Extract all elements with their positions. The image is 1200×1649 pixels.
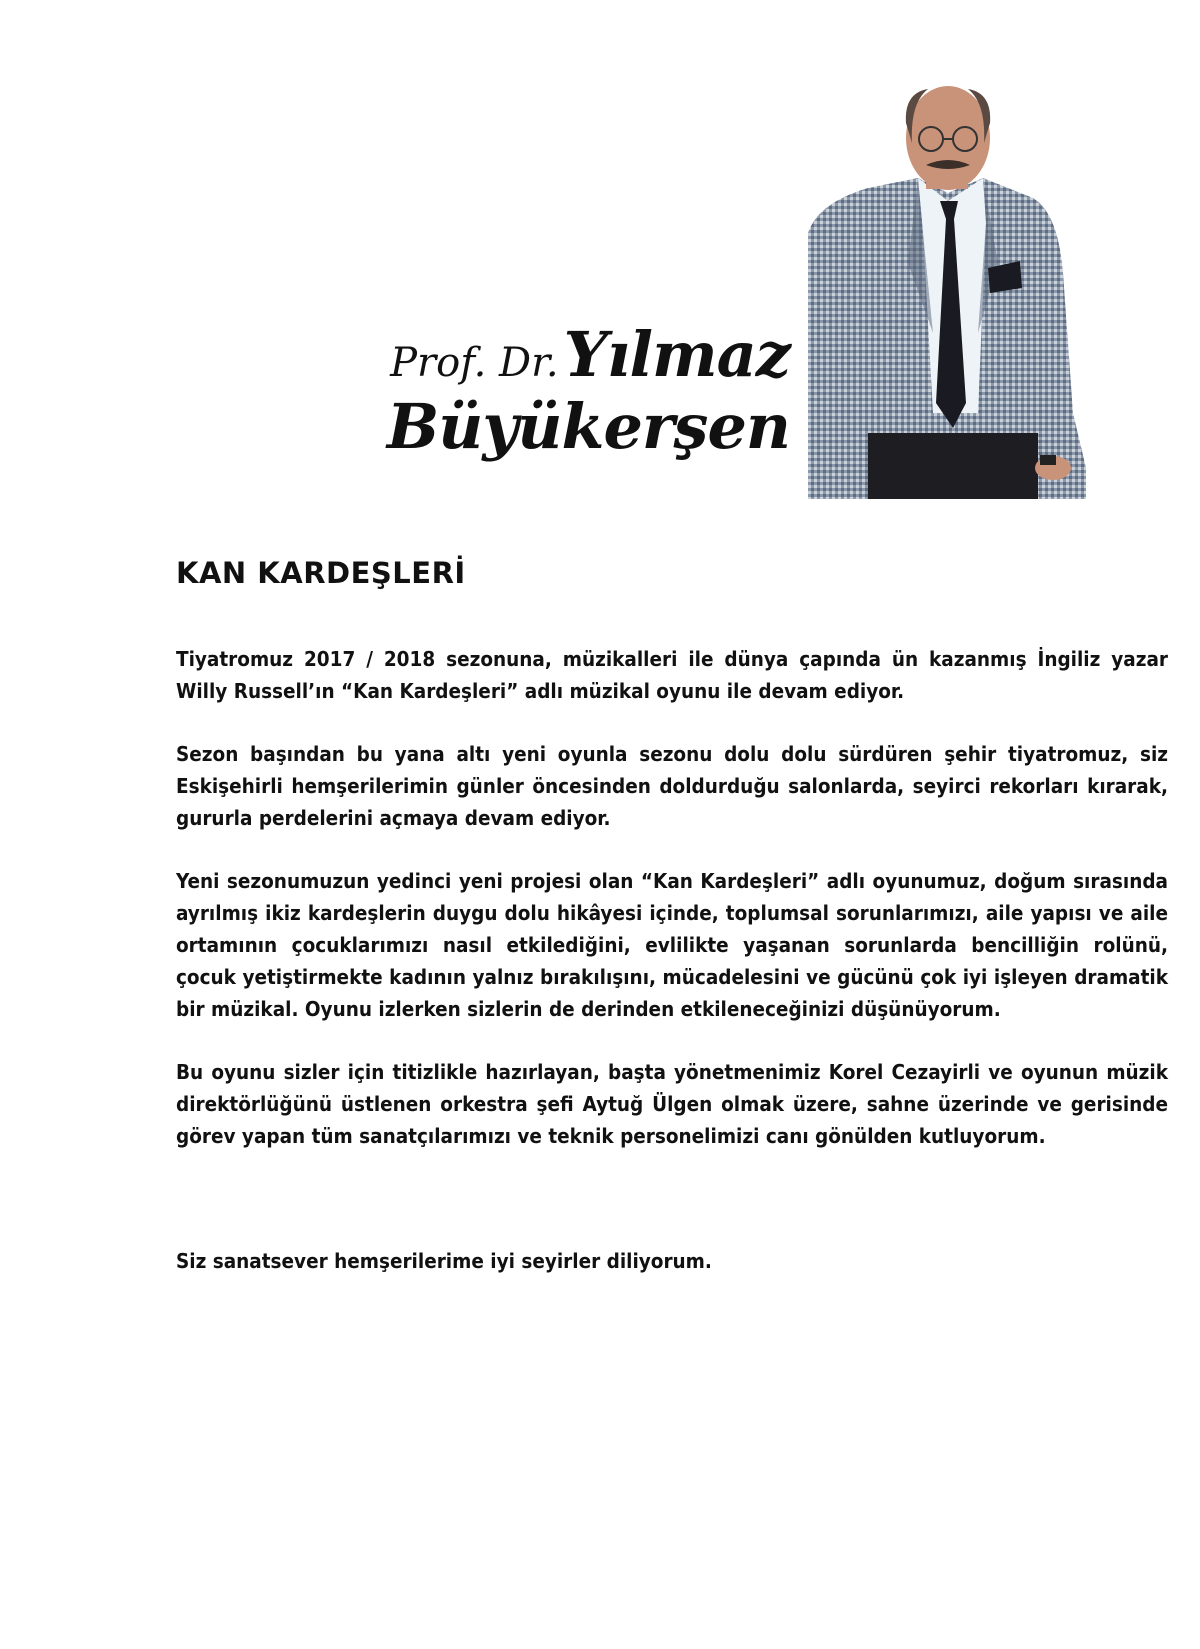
document-title: KAN KARDEŞLERİ [176,556,466,590]
author-prefix: Prof. Dr. [390,340,559,386]
paragraph-1: Tiyatromuz 2017 / 2018 sezonuna, müzikalleri ile dünya çapında ün kazanmış İngiliz yazar Willy Russell’ın “Kan Kardeşleri” adlı müzikal oyunu ile devam ediyor. [176,647,1168,703]
paragraph-2: Sezon başından bu yana altı yeni oyunla sezonu dolu dolu sürdüren şehir tiyatromuz, siz Eskişehirli hemşerilerimin günler öncesinden doldurduğu salonlarda, seyirci rekorları kırarak, gururla perdelerini açmaya devam ediyor. [176,742,1168,830]
paragraph-4: Bu oyunu sizler için titizlikle hazırlayan, başta yönetmenimiz Korel Cezayirli ve oyunun müzik direktörlüğünü üstlenen orkestra şefi Aytuğ Ülgen olmak üzere, sahne üzerinde ve gerisinde görev yapan tüm sanatçılarımızı ve teknik personelimizi canı gönülden kutluyorum. [176,1060,1168,1148]
author-last-name: Büyükerşen [386,390,790,463]
paragraph-3: Yeni sezonumuzun yedinci yeni projesi olan “Kan Kardeşleri” adlı oyunumuz, doğum sırasında ayrılmış ikiz kardeşlerin duygu dolu hikâyesi içinde, toplumsal sorunlarımızı, aile yapısı ve aile ortamının çocuklarımızı nasıl etkilediğini, evlilikte yaşanan sorunlarda bencilliğin rolünü, çocuk yetiştirmekte kadının yalnız bırakılışını, mücadelesini ve gücünü çok iyi işleyen dramatik bir müzikal. Oyunu izlerken sizlerin de derinden etkileneceğinizi düşünüyorum. [176,869,1168,1021]
author-name-line-1 [390,318,790,391]
author-first-name: Yılmaz [563,318,790,391]
closing-line: Siz sanatsever hemşerilerime iyi seyirler diliyorum. [176,1249,712,1273]
author-portrait-photo [808,83,1086,499]
author-name-line-2 [387,390,790,463]
